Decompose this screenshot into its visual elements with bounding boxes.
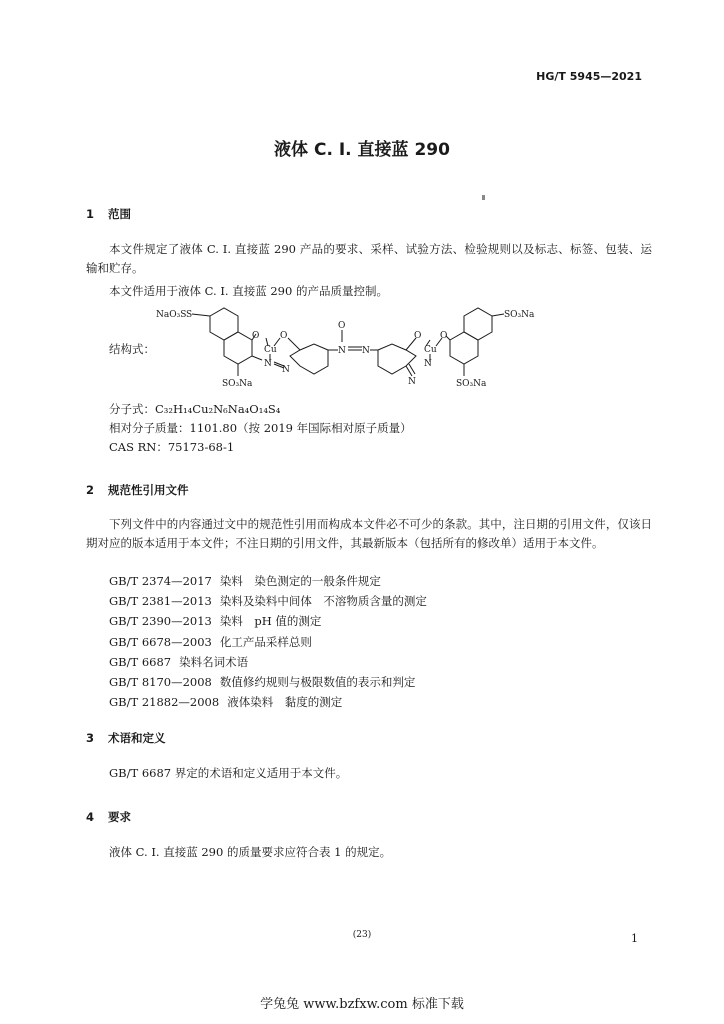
section-2-number: 2 bbox=[86, 483, 95, 497]
left-sulfonate-bond bbox=[192, 314, 210, 316]
terms-paragraph: GB/T 6687 界定的术语和定义适用于本文件。 bbox=[109, 766, 348, 780]
label-so3na-bottom-right: SO₃Na bbox=[456, 379, 487, 389]
section-1-title: 范围 bbox=[108, 207, 131, 221]
reference-item bbox=[109, 672, 427, 692]
svg-text:S: S bbox=[186, 310, 193, 320]
section-2-heading bbox=[86, 482, 189, 498]
reference-code: GB/T 21882—2008 bbox=[109, 695, 220, 710]
reference-title: 化工产品采样总则 bbox=[219, 634, 312, 649]
section-3-heading bbox=[86, 730, 166, 746]
label-naso3s-left: NaO₃S bbox=[156, 310, 187, 320]
reference-title: 液体染料 黏度的测定 bbox=[227, 695, 343, 710]
label-o-central: O bbox=[338, 321, 346, 331]
left-ring-lower bbox=[224, 332, 252, 364]
normative-references-paragraph: 下列文件中的内容通过文中的规范性引用而构成本文件必不可少的条款。其中，注日期的引用文件，仅该日期对应的版本适用于本文件；不注日期的引用文件，其最新版本（包括所有的修改单）适用于本文件。 bbox=[86, 517, 652, 550]
cas-line bbox=[109, 439, 234, 455]
label-so3na-top-right: SO₃Na bbox=[504, 310, 535, 320]
reference-title: 染料 pH 值的测定 bbox=[219, 614, 322, 629]
left-benzene-o-bond bbox=[288, 338, 300, 350]
section-2-title: 规范性引用文件 bbox=[108, 483, 189, 497]
mass-value: 1101.80（按 2019 年国际相对原子质量） bbox=[189, 421, 412, 435]
cas-label: CAS RN： bbox=[109, 440, 168, 454]
document-title: 液体 C. I. 直接蓝 290 bbox=[274, 140, 450, 160]
right-ring-upper bbox=[464, 308, 492, 340]
reference-title: 数值修约规则与极限数值的表示和判定 bbox=[219, 675, 416, 690]
label-n-central-1: N bbox=[338, 346, 346, 356]
section-1-number: 1 bbox=[86, 207, 95, 221]
reference-code: GB/T 6678—2003 bbox=[109, 634, 212, 649]
page-number: 1 bbox=[631, 932, 638, 945]
section-4-title: 要求 bbox=[108, 810, 131, 824]
mass-label: 相对分子质量： bbox=[109, 421, 190, 435]
reference-item bbox=[109, 652, 427, 672]
reference-item bbox=[109, 611, 427, 631]
reference-code: GB/T 2390—2013 bbox=[109, 614, 212, 629]
label-so3na-bottom-left: SO₃Na bbox=[222, 379, 253, 389]
reference-list bbox=[109, 571, 427, 712]
label-o-right-2: O bbox=[440, 331, 448, 341]
reference-title: 染料 染色测定的一般条件规定 bbox=[219, 574, 381, 588]
label-n-left-1: N bbox=[264, 359, 272, 369]
right-ring-lower bbox=[450, 332, 478, 364]
label-cu-right: Cu bbox=[424, 345, 437, 355]
reference-code: GB/T 2381—2013 bbox=[109, 594, 212, 609]
label-n-right-1: N bbox=[408, 377, 416, 387]
reference-item bbox=[109, 591, 427, 611]
reference-code: GB/T 6687 bbox=[109, 654, 172, 669]
label-n-central-2: N bbox=[362, 346, 370, 356]
section-3-number: 3 bbox=[86, 731, 95, 745]
section-4-heading bbox=[86, 809, 131, 825]
left-benzene-ring bbox=[290, 344, 328, 374]
cas-value: 75173-68-1 bbox=[167, 440, 235, 454]
formula-label: 分子式： bbox=[109, 402, 155, 416]
molecular-mass-line bbox=[109, 420, 412, 436]
chemical-structure bbox=[150, 300, 550, 392]
molecular-formula-line bbox=[109, 401, 280, 417]
scope-paragraph-2: 本文件适用于液体 C. I. 直接蓝 290 的产品质量控制。 bbox=[109, 284, 388, 298]
footer-watermark: 学兔兔 www.bzfxw.com 标准下载 bbox=[260, 997, 464, 1012]
label-n-left-2: N bbox=[282, 365, 290, 375]
label-o-right-1: O bbox=[414, 331, 422, 341]
left-ring-upper bbox=[210, 308, 238, 340]
scan-speck bbox=[482, 195, 485, 200]
right-benzene-ring bbox=[378, 344, 416, 374]
reference-item bbox=[109, 632, 427, 652]
reference-item bbox=[109, 692, 427, 712]
requirements-paragraph: 液体 C. I. 直接蓝 290 的质量要求应符合表 1 的规定。 bbox=[109, 845, 392, 859]
inner-page-number: (23) bbox=[352, 930, 372, 940]
standard-code: HG/T 5945—2021 bbox=[536, 70, 642, 83]
right-sulfonate-bond bbox=[492, 314, 504, 316]
reference-code: GB/T 2374—2017 bbox=[109, 574, 212, 588]
label-o-left-1: O bbox=[252, 331, 260, 341]
label-o-left-2: O bbox=[280, 331, 288, 341]
structure-label: 结构式： bbox=[109, 342, 155, 356]
label-cu-left: Cu bbox=[264, 345, 277, 355]
left-n-bond bbox=[252, 356, 262, 360]
formula-value: C₃₂H₁₄Cu₂N₆Na₄O₁₄S₄ bbox=[155, 402, 281, 416]
section-3-title: 术语和定义 bbox=[108, 731, 166, 745]
reference-title: 染料及染料中间体 不溶物质含量的测定 bbox=[219, 594, 427, 609]
reference-title: 染料名词术语 bbox=[179, 654, 249, 669]
section-4-number: 4 bbox=[86, 810, 95, 824]
label-n-right-2: N bbox=[424, 359, 432, 369]
scope-paragraph-1: 本文件规定了液体 C. I. 直接蓝 290 产品的要求、采样、试验方法、检验规则以及标志、标签、包装、运输和贮存。 bbox=[86, 242, 652, 275]
section-1-heading bbox=[86, 206, 131, 222]
reference-code: GB/T 8170—2008 bbox=[109, 675, 212, 690]
reference-item bbox=[109, 571, 427, 591]
